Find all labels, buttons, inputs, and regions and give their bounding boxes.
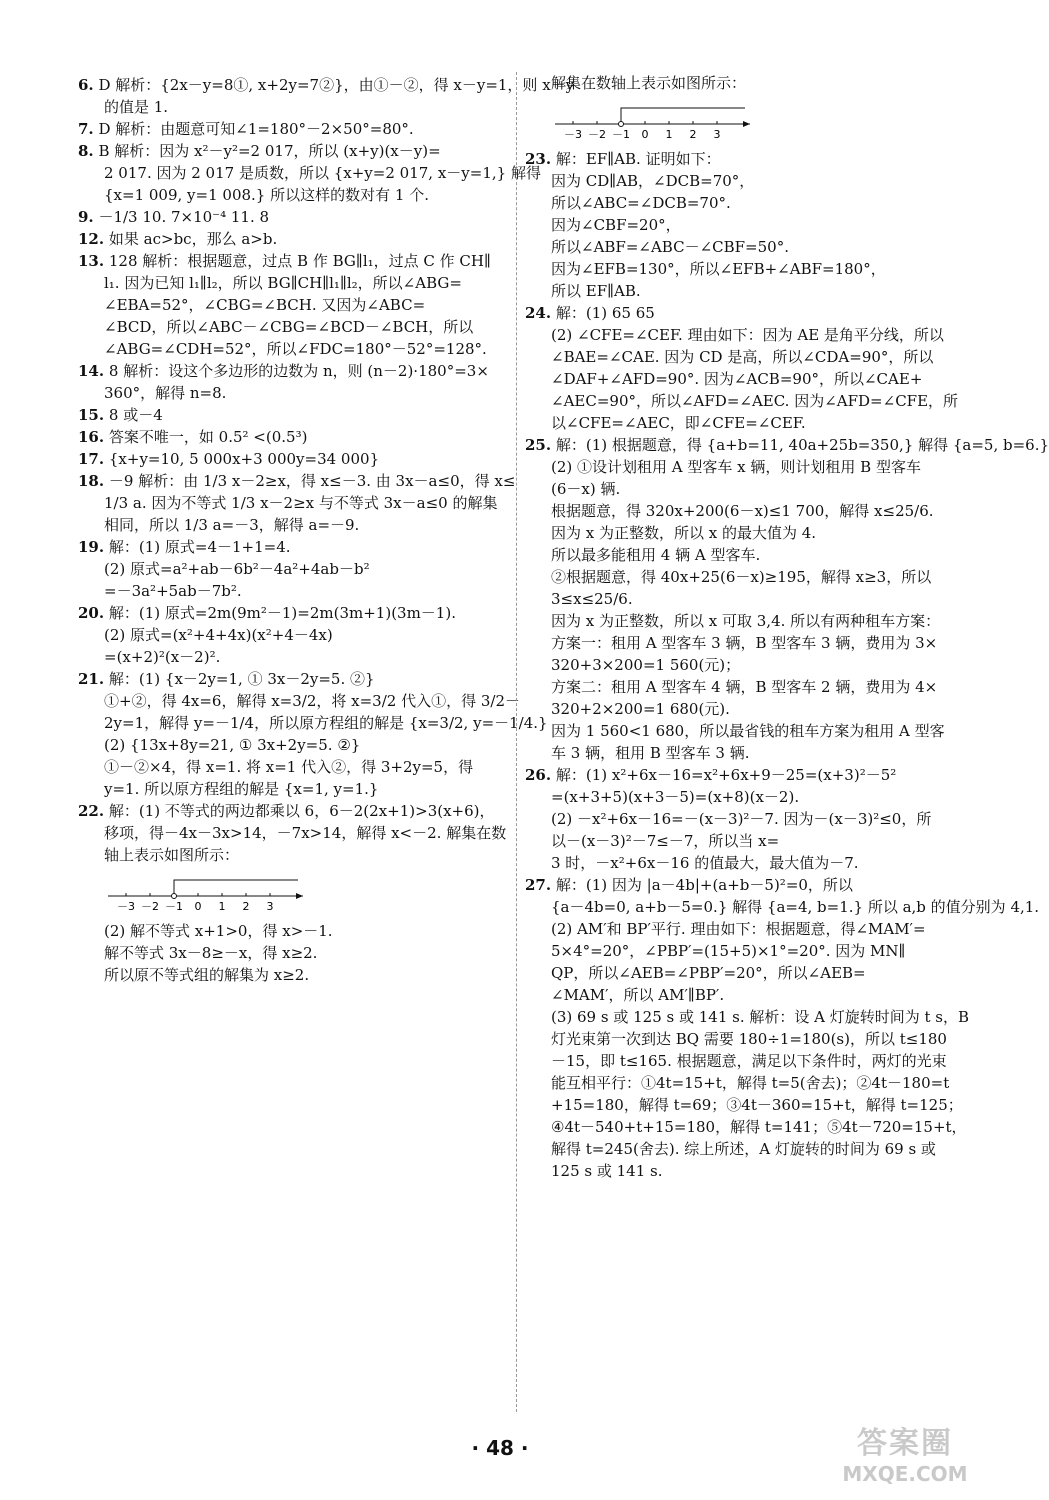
answer-line [525, 808, 941, 830]
answer-line [78, 646, 508, 668]
answer-text: 3≤x≤25/6. [551, 590, 633, 608]
question-number: 27. [525, 876, 552, 894]
answer-text: =(x+2)²(x－2)². [104, 648, 221, 666]
answer-text: 解：(1) 原式=4－1+1=4. [108, 538, 291, 556]
answer-line [78, 756, 508, 778]
answer-line [78, 206, 508, 228]
answer-line [525, 214, 941, 236]
watermark-logo [820, 1418, 990, 1492]
answer-text: (3) 69 s 或 125 s 或 141 s. 解析：设 A 灯旋转时间为 t s，B [551, 1008, 970, 1026]
number-line-tick-label: 2 [689, 128, 697, 141]
answer-line [525, 830, 941, 852]
answer-text: D 解析：由题意可知∠1=180°－2×50°=80°. [98, 120, 414, 138]
answer-line [525, 522, 941, 544]
answer-line [78, 118, 508, 140]
answer-line [78, 690, 521, 712]
answer-text: ∠BAE=∠CAE. 因为 CD 是高，所以∠CDA=90°，所以 [551, 348, 934, 366]
answer-line [525, 940, 941, 962]
answer-text: =－3a²+5ab－7b². [104, 582, 242, 600]
answer-text: (2) 原式=a²+ab－6b²－4a²+4ab－b² [104, 560, 370, 578]
question-number: 12. [78, 230, 105, 248]
question-number: 26. [525, 766, 552, 784]
page-number: · 48 · [471, 1436, 529, 1460]
answer-line [525, 852, 941, 874]
answer-line [525, 742, 941, 764]
answer-line [78, 492, 508, 514]
answer-text: 解得 t=245(舍去). 综上所述，A 灯旋转的时间为 69 s 或 [551, 1140, 936, 1158]
answer-text: 128 解析：根据题意，过点 B 作 BG∥l₁，过点 C 作 CH∥ [108, 252, 491, 270]
answer-line [525, 786, 941, 808]
question-number: 25. [525, 436, 552, 454]
question-number: 8. [78, 142, 94, 160]
question-number: 24. [525, 304, 552, 322]
number-line-tick-label: －2 [588, 128, 606, 141]
answer-text: ∠ABG=∠CDH=52°，所以∠FDC=180°－52°=128°. [104, 340, 487, 358]
answer-line [525, 456, 941, 478]
question-number: 18. [78, 472, 105, 490]
answer-text: 移项，得－4x－3x>14，－7x>14，解得 x<－2. 解集在数 [104, 824, 507, 842]
answer-text: －9 解析：由 1/3 x－2≥x，得 x≤－3. 由 3x－a≤0，得 x≤ [108, 472, 516, 490]
answer-line [78, 316, 508, 338]
answer-text: －1/3 10. 7×10⁻⁴ 11. 8 [98, 208, 270, 226]
answer-text: －15，即 t≤165. 根据题意，满足以下条件时，两灯的光束 [551, 1052, 947, 1070]
answer-text: 因为 CD∥AB，∠DCB=70°， [551, 172, 755, 190]
answer-text: QP，所以∠AEB=∠PBP′=20°，所以∠AEB= [551, 964, 866, 982]
answer-text: 1/3 a. 因为不等式 1/3 x－2≥x 与不等式 3x－a≤0 的解集 [104, 494, 498, 512]
answer-line [78, 822, 508, 844]
answer-line [525, 412, 941, 434]
number-line-tick-label: 1 [665, 128, 673, 141]
answer-line [78, 74, 575, 96]
answer-line [78, 338, 508, 360]
question-number: 13. [78, 252, 105, 270]
answer-text: ①+②，得 4x=6，解得 x=3/2，将 x=3/2 代入①，得 3/2－ [104, 692, 521, 710]
question-number: 15. [78, 406, 105, 424]
answer-line [78, 558, 508, 580]
answer-line [78, 426, 508, 448]
question-number: 23. [525, 150, 552, 168]
answer-text: l₁. 因为已知 l₁∥l₂，所以 BG∥CH∥l₁∥l₂，所以∠ABG= [104, 274, 462, 292]
answer-text: 所以 EF∥AB. [551, 282, 641, 300]
answer-line [525, 610, 941, 632]
answer-line [525, 280, 941, 302]
answer-text: 所以最多能租用 4 辆 A 型客车. [551, 546, 761, 564]
answer-text: 解：(1) 不等式的两边都乘以 6，6－2(2x+1)>3(x+6)， [108, 802, 495, 820]
answer-line [525, 698, 941, 720]
question-number: 7. [78, 120, 94, 138]
answer-line [525, 258, 941, 280]
answer-text: ∠BCD，所以∠ABC－∠CBG=∠BCD－∠BCH，所以 [104, 318, 474, 336]
question-number: 14. [78, 362, 105, 380]
answer-text: 解：EF∥AB. 证明如下： [555, 150, 721, 168]
answer-text: 答案不唯一，如 0.5² <(0.5³) [108, 428, 308, 446]
answer-text: (2) ∠CFE=∠CEF. 理由如下：因为 AE 是角平分线，所以 [551, 326, 944, 344]
answer-text: 解：(1) 原式=2m(9m²－1)=2m(3m+1)(3m－1). [108, 604, 456, 622]
answer-text: D 解析：{2x－y=8①, x+2y=7②}，由①－②，得 x－y=1，则 x－y [98, 76, 575, 94]
answer-line [525, 588, 941, 610]
number-line-tick-label: －1 [165, 900, 183, 913]
open-endpoint [619, 122, 624, 127]
question-number: 21. [78, 670, 105, 688]
solution-set-bracket [174, 880, 298, 896]
answer-text: 解集在数轴上表示如图所示： [551, 74, 747, 92]
answer-line [525, 896, 1040, 918]
answer-text: 灯光束第一次到达 BQ 需要 180÷1=180(s)，所以 t≤180 [551, 1030, 947, 1048]
answer-text: 根据题意，得 320x+200(6－x)≤1 700，解得 x≤25/6. [551, 502, 934, 520]
answer-text: ①－②×4，得 x=1. 将 x=1 代入②，得 3+2y=5，得 [104, 758, 474, 776]
question-number: 9. [78, 208, 94, 226]
number-line-tick-label: －3 [564, 128, 582, 141]
answer-text: 方案二：租用 A 型客车 4 辆，B 型客车 2 辆，费用为 4× [551, 678, 938, 696]
answer-text: ②根据题意，得 40x+25(6－x)≥195，解得 x≥3，所以 [551, 568, 932, 586]
answer-line [78, 536, 508, 558]
answer-text: 320+3×200=1 560(元)； [551, 656, 741, 674]
answer-line [78, 844, 508, 866]
answer-text: (2) {13x+8y=21, ① 3x+2y=5. ②} [104, 736, 361, 754]
answer-line [525, 544, 941, 566]
answer-text: 以－(x－3)²－7≤－7，所以当 x= [551, 832, 780, 850]
number-line-tick-label: 2 [242, 900, 250, 913]
answer-text: (2) AM′和 BP′平行. 理由如下：根据题意，得∠MAM′= [551, 920, 926, 938]
answer-line [525, 148, 941, 170]
answer-text: ∠EBA=52°，∠CBG=∠BCH. 又因为∠ABC= [104, 296, 426, 314]
number-line-tick-label: 3 [713, 128, 721, 141]
number-line-figure [98, 872, 318, 914]
answer-text: 的值是 1. [104, 98, 169, 116]
answer-line [525, 192, 941, 214]
answer-text: 5×4°=20°，∠PBP′=(15+5)×1°=20°. 因为 MN∥ [551, 942, 906, 960]
answer-text: 因为∠EFB=130°，所以∠EFB+∠ABF=180°， [551, 260, 886, 278]
answer-line [78, 96, 508, 118]
answer-text: 2 017. 因为 2 017 是质数，所以 {x+y=2 017, x－y=1,} 解得 [104, 164, 541, 182]
answer-line [525, 500, 941, 522]
answer-line [525, 566, 941, 588]
answer-line [78, 184, 508, 206]
question-number: 17. [78, 450, 105, 468]
answer-text: 2y=1，解得 y=－1/4，所以原方程组的解是 {x=3/2, y=－1/4.} [104, 714, 548, 732]
answer-line [78, 228, 508, 250]
answer-text: 所以∠ABF=∠ABC－∠CBF=50°. [551, 238, 789, 256]
answer-text: 所以原不等式组的解集为 x≥2. [104, 966, 310, 984]
answer-line [78, 514, 508, 536]
answer-line [525, 478, 941, 500]
answer-text: 解：(1) {x－2y=1, ① 3x－2y=5. ②} [108, 670, 375, 688]
answer-line [78, 964, 508, 986]
answer-text: ∠DAF+∠AFD=90°. 因为∠ACB=90°，所以∠CAE+ [551, 370, 923, 388]
answer-text: {a－4b=0, a+b－5=0.} 解得 {a=4, b=1.} 所以 a,b 的值分别为 4,1. [551, 898, 1040, 916]
answer-line [78, 294, 508, 316]
answer-text: y=1. 所以原方程组的解是 {x=1, y=1.} [104, 780, 379, 798]
answer-line [525, 874, 941, 896]
answer-line [78, 668, 508, 690]
answer-line [525, 170, 941, 192]
answer-text: ④4t－540+t+15=180，解得 t=141；⑤4t－720=15+t， [551, 1118, 967, 1136]
number-line-tick-label: 0 [194, 900, 202, 913]
answer-line [78, 580, 508, 602]
answer-line [78, 272, 508, 294]
number-line-tick-label: －1 [612, 128, 630, 141]
answer-text: 解：(1) 65 65 [555, 304, 655, 322]
answer-line [525, 324, 944, 346]
answer-line [525, 1094, 963, 1116]
answer-line [78, 920, 508, 942]
answer-line [525, 1050, 947, 1072]
answer-line [525, 654, 941, 676]
number-line-figure [545, 100, 765, 142]
answer-text: 8 或－4 [108, 406, 163, 424]
answer-text: 8 解析：设这个多边形的边数为 n，则 (n－2)·180°=3× [108, 362, 489, 380]
answer-line [525, 236, 941, 258]
answer-text: 轴上表示如图所示： [104, 846, 240, 864]
answer-text: 因为 x 为正整数，所以 x 的最大值为 4. [551, 524, 817, 542]
answer-text: 解不等式 3x－8≥－x，得 x≥2. [104, 944, 318, 962]
answer-line [525, 764, 941, 786]
answer-line [78, 800, 508, 822]
answer-line [525, 984, 941, 1006]
number-line-tick-label: 0 [641, 128, 649, 141]
answer-line [78, 712, 548, 734]
answer-line [78, 140, 508, 162]
answer-text: 能互相平行：①4t=15+t，解得 t=5(舍去)；②4t－180=t [551, 1074, 950, 1092]
answer-line [525, 1160, 941, 1182]
answer-line [78, 404, 508, 426]
answer-line [78, 602, 508, 624]
answer-text: 解：(1) 根据题意，得 {a+b=11, 40a+25b=350,} 解得 {a=5, b=6.} [555, 436, 1049, 454]
answer-text: 相同，所以 1/3 a=－3，解得 a=－9. [104, 516, 360, 534]
answer-text: 125 s 或 141 s. [551, 1162, 663, 1180]
number-line-tick-label: －2 [141, 900, 159, 913]
answer-line [78, 162, 541, 184]
answer-text: (2) 解不等式 x+1>0，得 x>－1. [104, 922, 333, 940]
open-endpoint [172, 894, 177, 899]
number-line-arrow [296, 893, 303, 899]
answer-text: 因为 x 为正整数，所以 x 可取 3,4. 所以有两种租车方案： [551, 612, 941, 630]
answer-line [78, 382, 508, 404]
number-line-tick-label: －3 [117, 900, 135, 913]
question-number: 20. [78, 604, 105, 622]
number-line-arrow [743, 121, 750, 127]
answer-text: 车 3 辆，租用 B 型客车 3 辆. [551, 744, 750, 762]
answer-line [525, 1072, 950, 1094]
answer-line [525, 1116, 967, 1138]
question-number: 6. [78, 76, 94, 94]
answer-text: =(x+3+5)(x+3－5)=(x+8)(x－2). [551, 788, 800, 806]
answer-text: 如果 ac>bc，那么 a>b. [108, 230, 278, 248]
number-line-tick-label: 3 [266, 900, 274, 913]
watermark-title: 答案圈 [857, 1426, 953, 1461]
answer-line [78, 624, 508, 646]
answer-line [525, 368, 941, 390]
answer-text: 以∠CFE=∠AEC，即∠CFE=∠CEF. [551, 414, 806, 432]
watermark-url: MXQE.COM [842, 1462, 968, 1486]
solution-set-bracket [621, 108, 745, 124]
answer-line [78, 942, 508, 964]
answer-line [525, 72, 941, 94]
answer-text: 3 时，－x²+6x－16 的值最大，最大值为－7. [551, 854, 859, 872]
answer-line [78, 250, 508, 272]
answer-text: 解：(1) x²+6x－16=x²+6x+9－25=(x+3)²－5² [555, 766, 897, 784]
answer-line [78, 778, 508, 800]
answer-text: (2) 原式=(x²+4+4x)(x²+4－4x) [104, 626, 333, 644]
answer-text: (2) ①设计划租用 A 型客车 x 辆，则计划租用 B 型客车 [551, 458, 921, 476]
answer-line [525, 1028, 947, 1050]
answer-line [525, 918, 941, 940]
answer-text: ∠AEC=90°，所以∠AFD=∠AEC. 因为∠AFD=∠CFE，所 [551, 392, 959, 410]
answer-line [525, 1006, 970, 1028]
answer-line [525, 1138, 941, 1160]
answer-text: ∠MAM′，所以 AM′∥BP′. [551, 986, 725, 1004]
answer-text: B 解析：因为 x²－y²=2 017，所以 (x+y)(x－y)= [98, 142, 441, 160]
answer-line [525, 302, 941, 324]
answer-line [78, 360, 508, 382]
answer-text: 方案一：租用 A 型客车 3 辆，B 型客车 3 辆，费用为 3× [551, 634, 938, 652]
answer-line [78, 448, 508, 470]
answer-line [525, 390, 959, 412]
question-number: 19. [78, 538, 105, 556]
answer-text: 所以∠ABC=∠DCB=70°. [551, 194, 731, 212]
answer-line [525, 676, 941, 698]
answer-line [525, 962, 941, 984]
answer-text: 因为 1 560<1 680，所以最省钱的租车方案为租用 A 型客 [551, 722, 945, 740]
answer-text: +15=180，解得 t=69；③4t－360=15+t，解得 t=125； [551, 1096, 963, 1114]
answer-line [525, 346, 941, 368]
answer-text: (2) －x²+6x－16=－(x－3)²－7. 因为－(x－3)²≤0，所 [551, 810, 932, 828]
answer-text: 解：(1) 因为 |a－4b|+(a+b－5)²=0，所以 [555, 876, 853, 894]
answer-line [525, 720, 945, 742]
answer-text: 320+2×200=1 680(元). [551, 700, 730, 718]
answer-line [78, 734, 508, 756]
answer-text: 360°，解得 n=8. [104, 384, 227, 402]
answer-text: {x=1 009, y=1 008.} 所以这样的数对有 1 个. [104, 186, 429, 204]
number-line-tick-label: 1 [218, 900, 226, 913]
answer-text: (6－x) 辆. [551, 480, 621, 498]
answer-text: {x+y=10, 5 000x+3 000y=34 000} [108, 450, 380, 468]
answer-line [78, 470, 516, 492]
question-number: 16. [78, 428, 105, 446]
answer-line [525, 632, 941, 654]
question-number: 22. [78, 802, 105, 820]
right-column [516, 72, 1049, 1412]
answer-line [525, 434, 1049, 456]
answer-text: 因为∠CBF=20°， [551, 216, 681, 234]
